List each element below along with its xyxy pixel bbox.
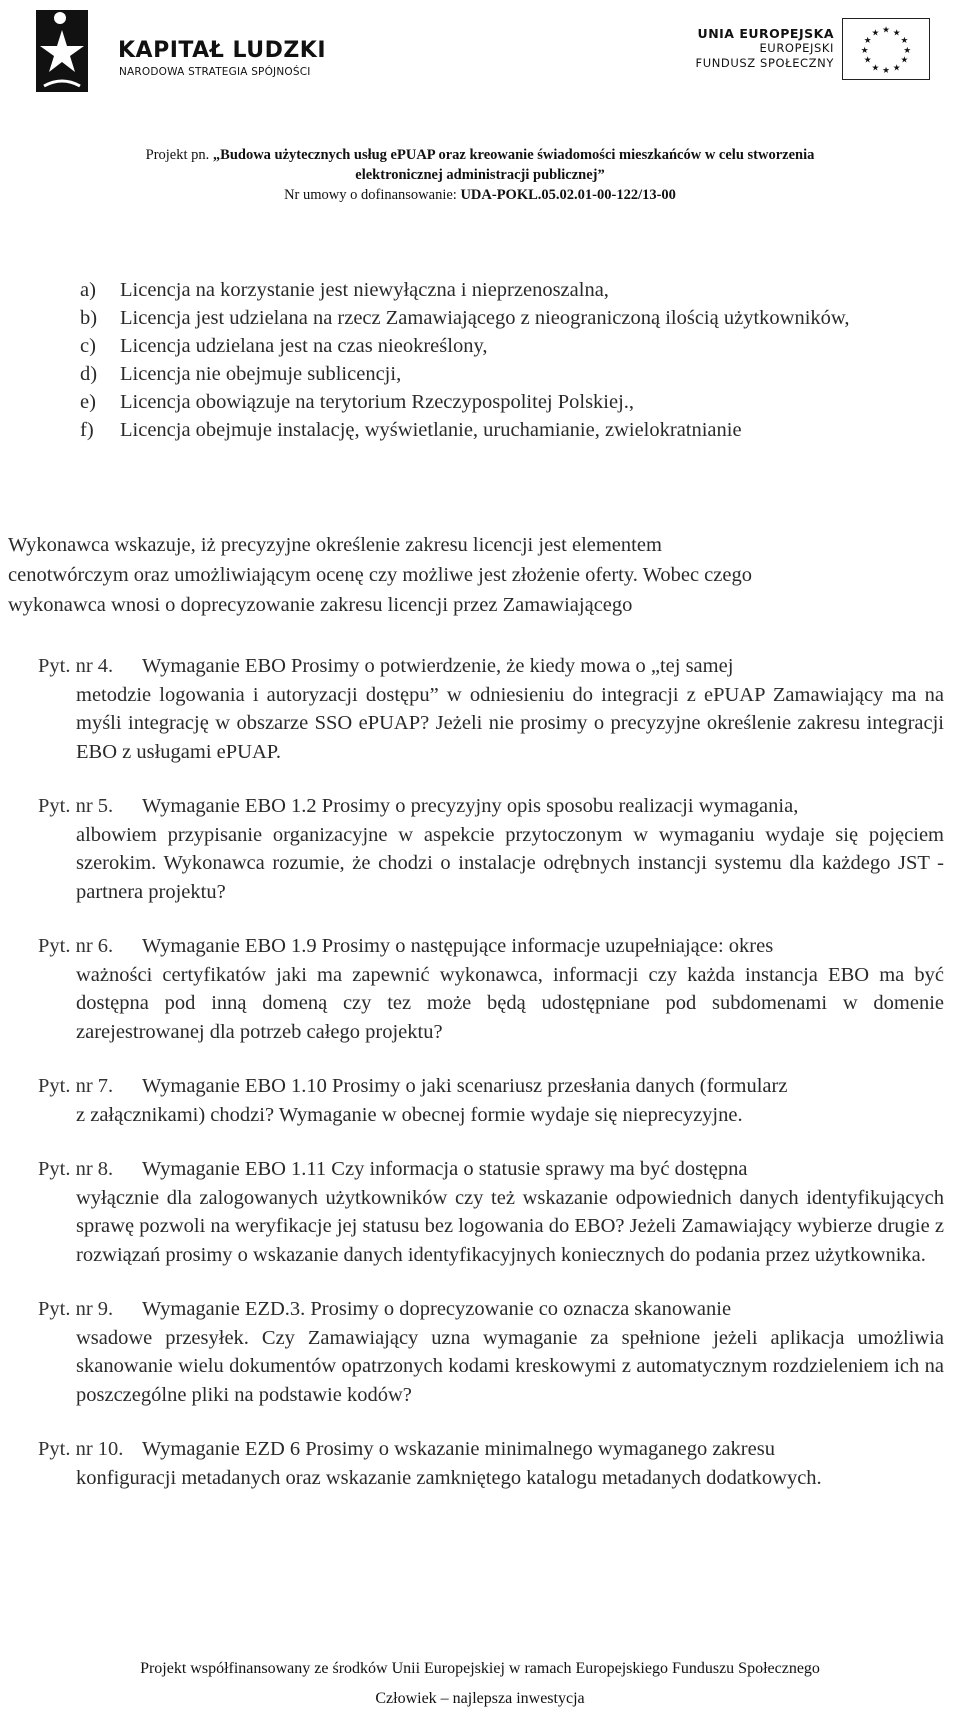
question-text-rest: ważności certyfikatów jaki ma zapewnić wykonawca, informacji czy każda instancja EBO ma być dostępna pod inną domeną czy tez może będą udostępniane pod subdomenami w domenie zarejestrowanej dla potrzeb całego projektu? [76, 963, 944, 1043]
project-title-line2 [0, 165, 960, 185]
project-title-1: „Budowa użytecznych usług ePUAP oraz kreowanie świadomości mieszkańców w celu stworzenia [212, 147, 815, 163]
question-text-rest: wsadowe przesyłek. Czy Zamawiający uzna wymaganie za spełnione jeżeli aplikacja umożliwia skanowanie wielu dokumentów opatrzonych kodami kreskowymi z automatycznym rozdzieleniem ich na poszczególne pliki na podstawie kodów? [76, 1326, 944, 1406]
question-text-first: Wymaganie EBO Prosimy o potwierdzenie, że kiedy mowa o „tej samej [142, 655, 734, 677]
svg-text:★: ★ [860, 45, 869, 56]
svg-text:★: ★ [863, 36, 872, 47]
list-item [80, 276, 942, 304]
eu-fund-line1: EUROPEJSKI [759, 41, 834, 55]
question-text-first: Wymaganie EBO 1.10 Prosimy o jaki scenariusz przesłania danych (formularz [142, 1075, 788, 1097]
paragraph-line1: Wykonawca wskazuje, iż precyzyjne określenie zakresu licencji jest elementem [8, 534, 662, 556]
contract-prefix: Nr umowy o dofinansowanie: [284, 187, 461, 203]
list-item [80, 388, 942, 416]
svg-text:★: ★ [871, 28, 880, 39]
question-head [38, 1155, 944, 1184]
kapital-ludzki-name: KAPITAŁ LUDZKI [118, 38, 327, 63]
project-title-line1 [0, 145, 960, 165]
list-item [80, 332, 942, 360]
question-head [38, 1295, 944, 1324]
list-item-text: Licencja obowiązuje na terytorium Rzeczypospolitej Polskiej., [120, 391, 635, 413]
eu-logo [660, 18, 930, 82]
question-text-first: Wymaganie EZD 6 Prosimy o wskazanie minimalnego wymaganego zakresu [142, 1438, 775, 1460]
project-header [0, 145, 960, 205]
paragraph-line3: wykonawca wnosi o doprecyzowanie zakresu licencji przez Zamawiającego [8, 594, 633, 616]
list-item-letter: f) [80, 419, 94, 441]
question-text-first: Wymaganie EBO 1.9 Prosimy o następujące informacje uzupełniające: okres [142, 935, 774, 957]
svg-text:★: ★ [903, 45, 912, 56]
question-text-rest: albowiem przypisanie organizacyjne w aspekcie przytoczonym w wymaganiu wydaje się pojęciem szerokim. Wykonawca rozumie, że chodzi o instalacje odrębnych instancji systemu dla każdego JST - partnera projektu? [76, 823, 944, 903]
question-text-rest: konfiguracji metadanych oraz wskazanie zamkniętego katalogu metadanych dodatkowych. [76, 1466, 822, 1489]
questions-list [38, 652, 944, 1518]
question-text-first: Wymaganie EBO 1.2 Prosimy o precyzyjny opis sposobu realizacji wymagania, [142, 795, 799, 817]
contract-number: UDA-POKL.05.02.01-00-122/13-00 [460, 187, 676, 203]
list-item-text: Licencja obejmuje instalację, wyświetlanie, uruchamianie, zwielokratnianie [120, 419, 742, 441]
eu-flag-icon [842, 18, 930, 80]
list-item-letter: e) [80, 391, 96, 413]
kapital-ludzki-subtitle: NARODOWA STRATEGIA SPÓJNOŚCI [119, 66, 311, 78]
footer-cofinancing: Projekt współfinansowany ze środków Unii Europejskiej w ramach Europejskiego Funduszu Społecznego [140, 1660, 820, 1677]
question-item [38, 932, 944, 1046]
question-number: Pyt. nr 7. [38, 1075, 114, 1097]
list-item-letter: b) [80, 307, 98, 329]
question-number: Pyt. nr 8. [38, 1158, 114, 1180]
svg-text:★: ★ [892, 28, 901, 39]
list-item [80, 416, 942, 444]
svg-text:★: ★ [900, 55, 909, 66]
list-item-letter: a) [80, 279, 96, 301]
list-item-letter: d) [80, 363, 98, 385]
svg-text:★: ★ [900, 36, 909, 47]
svg-text:★: ★ [871, 63, 880, 74]
svg-text:★: ★ [892, 63, 901, 74]
question-item [38, 1435, 944, 1492]
paragraph-line2: cenotwórczym oraz umożliwiającym ocenę czy możliwe jest złożenie oferty. Wobec czego [8, 564, 752, 586]
question-text-first: Wymaganie EBO 1.11 Czy informacja o statusie sprawy ma być dostępna [142, 1158, 748, 1180]
contractor-paragraph [8, 530, 938, 620]
footer-slogan: Człowiek – najlepsza inwestycja [375, 1690, 585, 1707]
svg-text:★: ★ [882, 66, 890, 77]
question-number: Pyt. nr 6. [38, 935, 114, 957]
question-number: Pyt. nr 10. [38, 1438, 124, 1460]
question-text-rest: wyłącznie dla zalogowanych użytkowników czy też wskazanie odpowiednich danych identyfikujących sprawę pozwoli na weryfikacje jej statusu bez logowania do EBO? Jeżeli Zamawiający wybierze drugie z rozwiązań prosimy o wskazanie danych identyfikacyjnych koniecznych do podania przez użytkownika. [76, 1186, 944, 1266]
contract-line [0, 185, 960, 205]
kapital-ludzki-logo [30, 2, 360, 98]
list-item-text: Licencja udzielana jest na czas nieokreślony, [120, 335, 488, 357]
list-item-text: Licencja na korzystanie jest niewyłączna i nieprzenoszalna, [120, 279, 609, 301]
project-title-2: elektronicznej administracji publicznej” [355, 167, 605, 183]
question-text-first: Wymaganie EZD.3. Prosimy o doprecyzowanie co oznacza skanowanie [142, 1298, 732, 1320]
question-head [38, 652, 944, 681]
svg-text:★: ★ [863, 55, 872, 66]
question-text-rest: z załącznikami) chodzi? Wymaganie w obecnej formie wydaje się nieprecyzyjne. [76, 1103, 743, 1126]
question-head [38, 792, 944, 821]
question-text-rest: metodzie logowania i autoryzacji dostępu” w odniesieniu do integracji z ePUAP Zamawiający ma na myśli integrację w obszarze SSO ePUAP? Jeżeli nie prosimy o precyzyjne określenie zakresu integracji EBO z usługami ePUAP. [76, 683, 944, 763]
list-item-text: Licencja nie obejmuje sublicencji, [120, 363, 402, 385]
question-head [38, 1072, 944, 1101]
question-number: Pyt. nr 4. [38, 655, 114, 677]
question-number: Pyt. nr 5. [38, 795, 114, 817]
question-item [38, 652, 944, 766]
eu-fund-line2: FUNDUSZ SPOŁECZNY [695, 56, 834, 70]
question-number: Pyt. nr 9. [38, 1298, 114, 1320]
eu-title: UNIA EUROPEJSKA [697, 26, 834, 41]
list-item [80, 360, 942, 388]
question-item [38, 792, 944, 906]
list-item-letter: c) [80, 335, 96, 357]
license-list [80, 276, 942, 444]
question-head [38, 932, 944, 961]
question-item [38, 1155, 944, 1269]
kapital-ludzki-star-icon [30, 2, 94, 98]
question-item [38, 1295, 944, 1409]
svg-text:★: ★ [882, 25, 890, 36]
question-head [38, 1435, 944, 1464]
eu-logo-text [696, 26, 835, 71]
list-item [80, 304, 942, 332]
project-prefix: Projekt pn. [145, 147, 213, 163]
list-item-text: Licencja jest udzielana na rzecz Zamawiającego z nieograniczoną ilością użytkowników, [120, 307, 850, 329]
question-item [38, 1072, 944, 1129]
